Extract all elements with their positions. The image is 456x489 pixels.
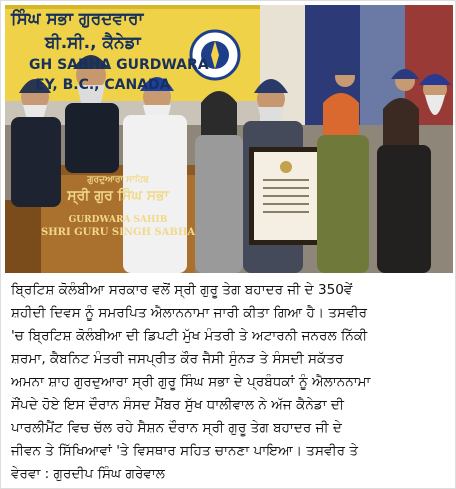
- caption-line: ਵੇਰਵਾ : ਗੁਰਦੀਪ ਸਿੰਘ ਗਰੇਵਾਲ: [11, 466, 165, 482]
- caption-line: 'ਚ ਬ੍ਰਿਟਿਸ਼ ਕੋਲੰਬੀਆ ਦੀ ਡਿਪਟੀ ਮੁੱਖ ਮੰਤਰੀ ਤੇ ਅਟਾਰਨੀ ਜਨਰਲ ਨਿੱਕੀ: [11, 328, 368, 344]
- banner-line-1: ਸਿੰਘ ਸਭਾ ਗੁਰਦਵਾਰਾ: [11, 9, 144, 29]
- banner-line-3: GH SABHA GURDWARA: [29, 57, 209, 73]
- banner-line-4: EY, B.C., CANADA: [35, 77, 171, 93]
- caption-line: ਪਾਰਲੀਮੈਂਟ ਵਿਚ ਚੱਲ ਰਹੇ ਸੈਸ਼ਨ ਦੌਰਾਨ ਸ੍ਰੀ ਗੁਰੂ ਤੇਗ ਬਹਾਦਰ ਜੀ ਦੇ: [11, 420, 342, 436]
- caption-line: ਸ਼ਹੀਦੀ ਦਿਵਸ ਨੂੰ ਸਮਰਪਿਤ ਐਲਾਨਨਾਮਾ ਜਾਰੀ ਕੀਤਾ ਗਿਆ ਹੈ। ਤਸਵੀਰ: [11, 305, 368, 321]
- podium-line-1: ਗੁਰਦੁਆਰਾ ਸਾਹਿਬ: [87, 175, 149, 185]
- podium-line-4: SHRI GURU SINGH SABHA: [41, 227, 196, 238]
- caption-line: ਅਮਨਾ ਸ਼ਾਹ ਗੁਰਦੁਆਰਾ ਸ੍ਰੀ ਗੁਰੂ ਸਿੰਘ ਸਭਾ ਦੇ ਪ੍ਰਬੰਧਕਾਂ ਨੂੰ ਐਲਾਨਨਾਮਾ: [11, 374, 371, 390]
- podium-line-3: GURDWARA SAHIB: [68, 215, 168, 225]
- caption-line: ਬ੍ਰਿਟਿਸ਼ ਕੋਲੰਬੀਆ ਸਰਕਾਰ ਵਲੋਂ ਸ੍ਰੀ ਗੁਰੂ ਤੇਗ ਬਹਾਦਰ ਜੀ ਦੇ 350ਵੇਂ: [11, 282, 353, 298]
- banner-line-2: ਬੀ.ਸੀ., ਕੈਨੇਡਾ: [45, 33, 141, 53]
- news-photo: [5, 5, 453, 273]
- caption-line: ਜੀਵਨ ਤੇ ਸਿੱਖਿਆਵਾਂ 'ਤੇ ਵਿਸਥਾਰ ਸਹਿਤ ਚਾਨਣਾ ਪਾਇਆ। ਤਸਵੀਰ ਤੇ: [11, 443, 359, 459]
- podium-line-2: ਸ੍ਰੀ ਗੁਰ ਸਿੰਘ ਸਭਾ: [67, 188, 169, 204]
- caption-line: ਸੌਂਪਦੇ ਹੋਏ ਇਸ ਦੌਰਾਨ ਸੰਸਦ ਮੈਂਬਰ ਸੁੱਖ ਧਾਲੀਵਾਲ ਨੇ ਅੱਜ ਕੈਨੇਡਾ ਦੀ: [11, 397, 345, 413]
- photo-caption: [11, 279, 449, 484]
- caption-line: ਸ਼ਰਮਾ, ਕੈਬਨਿਟ ਮੰਤਰੀ ਜਸਪ੍ਰੀਤ ਕੌਰ ਜੈਸੀ ਸੁੰਨੜ ਤੇ ਸੰਸਦੀ ਸਕੱਤਰ: [11, 351, 344, 367]
